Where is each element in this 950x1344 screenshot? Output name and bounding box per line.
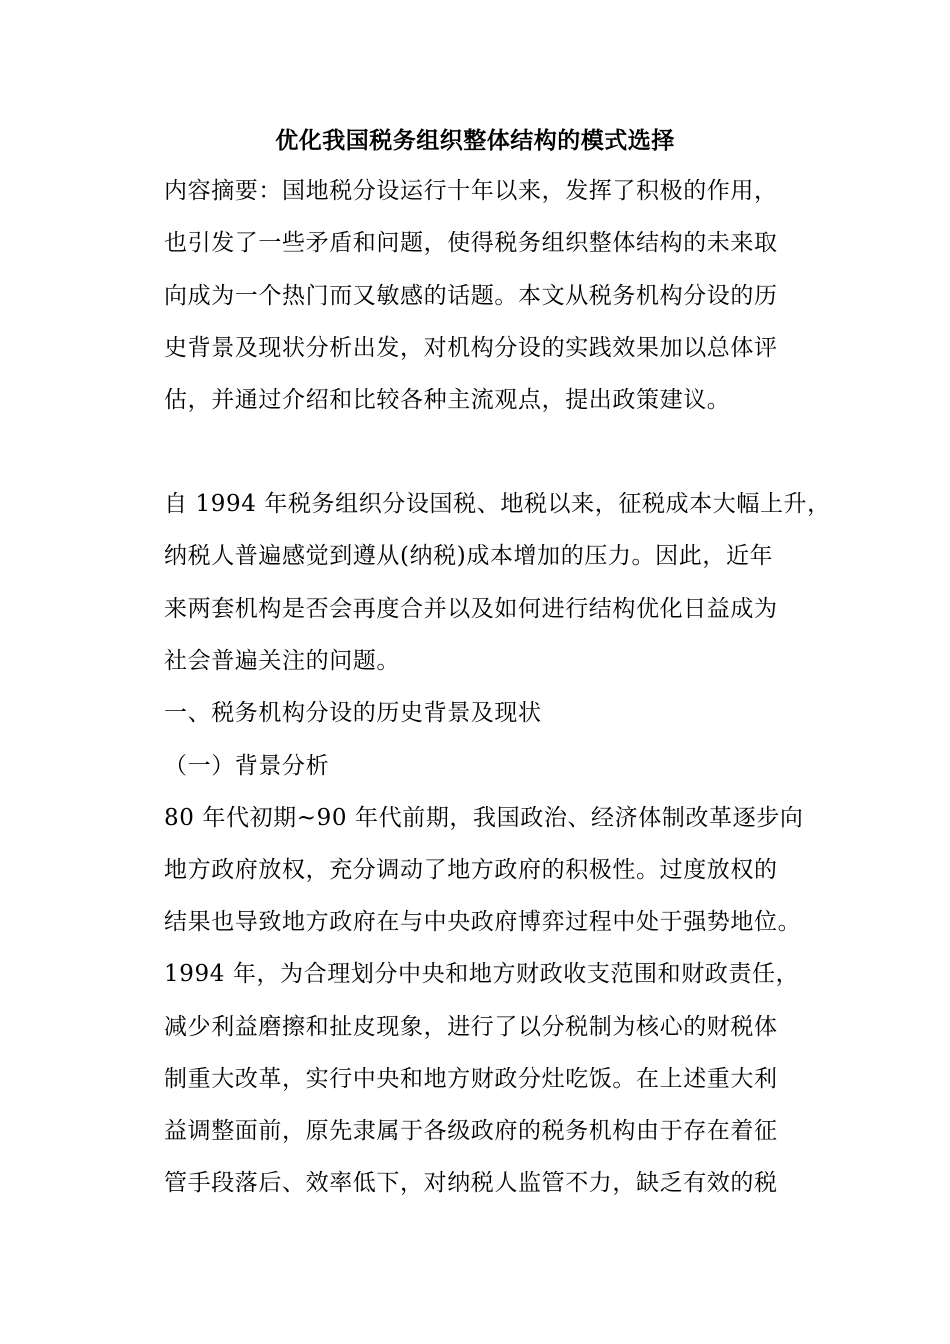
intro-line: 纳税人普遍感觉到遵从(纳税)成本增加的压力。因此，近年 xyxy=(164,543,774,569)
body-line: 结果也导致地方政府在与中央政府博弈过程中处于强势地位。 xyxy=(164,909,802,935)
abstract-line: 也引发了一些矛盾和问题，使得税务组织整体结构的未来取 xyxy=(164,230,778,256)
abstract-line: 史背景及现状分析出发，对机构分设的实践效果加以总体评 xyxy=(164,335,778,361)
body-line: 80 年代初期~90 年代前期，我国政治、经济体制改革逐步向 xyxy=(164,805,804,831)
intro-line: 社会普遍关注的问题。 xyxy=(164,648,400,674)
intro-line: 来两套机构是否会再度合并以及如何进行结构优化日益成为 xyxy=(164,596,778,622)
abstract-line: 向成为一个热门而又敏感的话题。本文从税务机构分设的历 xyxy=(164,283,778,309)
section-heading: 一、税务机构分设的历史背景及现状 xyxy=(164,700,542,726)
abstract-line: 估，并通过介绍和比较各种主流观点，提出政策建议。 xyxy=(164,387,731,413)
body-line: 管手段落后、效率低下，对纳税人监管不力，缺乏有效的税 xyxy=(164,1170,778,1196)
body-line: 益调整面前，原先隶属于各级政府的税务机构由于存在着征 xyxy=(164,1118,778,1144)
body-line: 地方政府放权，充分调动了地方政府的积极性。过度放权的 xyxy=(164,857,778,883)
body-line: 1994 年，为合理划分中央和地方财政收支范围和财政责任， xyxy=(164,961,800,987)
abstract-line: 内容摘要：国地税分设运行十年以来，发挥了积极的作用， xyxy=(164,178,778,204)
document-title: 优化我国税务组织整体结构的模式选择 xyxy=(275,127,675,154)
body-line: 减少利益磨擦和扯皮现象，进行了以分税制为核心的财税体 xyxy=(164,1014,778,1040)
body-line: 制重大改革，实行中央和地方财政分灶吃饭。在上述重大利 xyxy=(164,1066,778,1092)
subsection-heading: （一）背景分析 xyxy=(164,753,330,779)
intro-line: 自 1994 年税务组织分设国税、地税以来，征税成本大幅上升， xyxy=(164,491,831,517)
